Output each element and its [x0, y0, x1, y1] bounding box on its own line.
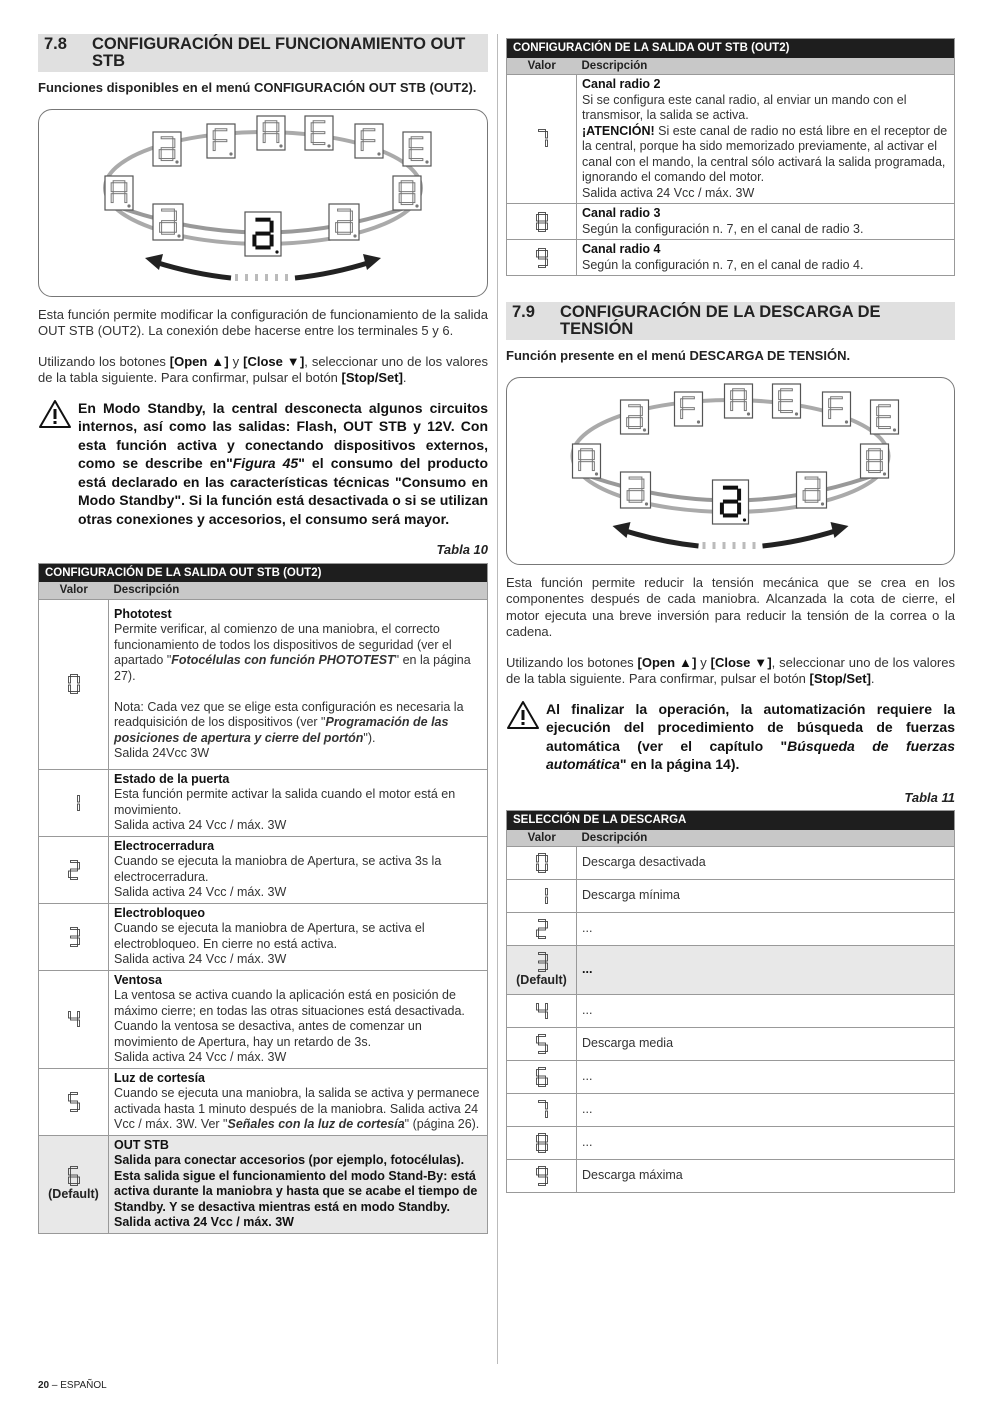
row-description: Descarga mínima: [577, 880, 955, 913]
footer-language: – ESPAÑOL: [49, 1380, 107, 1391]
display-digit-box: [245, 212, 281, 256]
display-digit-box: [675, 392, 703, 426]
display-digit-box: [355, 124, 383, 158]
table-row: Canal radio 2 Si se configura este canal radio, al enviar un mando con el transmisor, la salida se activa. ¡ATENCIÓN! Si este canal de radio no está libre en el receptor de la central, porque ha sido memorizado previamente, al activar el canal con el mando, la central sólo activará la salida programada, ignorando el comando del motor. Salida activa 24 Vcc / máx. 3W: [507, 75, 955, 204]
open-button-label: [Open ▲]: [169, 353, 229, 369]
row-description: ...: [577, 995, 955, 1028]
stop-set-button-label: [Stop/Set]: [809, 671, 871, 686]
table-row: Canal radio 3 Según la configuración n. 7, en el canal de radio 3.: [507, 204, 955, 240]
section-title: CONFIGURACIÓN DEL FUNCIONAMIENTO OUT STB: [92, 35, 466, 70]
digit-display-icon: [535, 852, 549, 874]
open-button-label: [Open ▲]: [637, 654, 697, 670]
section-number: 7.9: [512, 303, 535, 321]
row-description: ...: [577, 946, 955, 995]
col-header-description: Descripción: [109, 582, 488, 599]
column-divider: [497, 34, 498, 1364]
table-row: Phototest Permite verificar, al comienzo de una maniobra, el correcto funcionamiento de todos los dispositivos de seguridad (ver el apartado "Fotocélulas con función PHOTOTEST" en la página 27). Nota: Cada vez que se elige esta configuración es necesaria la readquisición de los dispositivos (ver "Programación de las posiciones de apertura y cierre del portón"). Salida 24Vcc 3W: [39, 599, 488, 769]
section-title: CONFIGURACIÓN DE LA DESCARGA DE TENSIÓN: [560, 303, 881, 338]
paragraph-instructions: Utilizando los botones [Open ▲] y [Close ▼], seleccionar uno de los valores de la tabla siguiente. Para confirmar, pulsar el botón [Stop/Set].: [38, 353, 488, 385]
display-digit-box: [725, 384, 753, 418]
digit-display-icon: [535, 1165, 549, 1187]
table-row: [507, 847, 955, 880]
section-subtitle: Funciones disponibles en el menú CONFIGURACIÓN OUT STB (OUT2).: [38, 80, 477, 95]
row-description: Descarga media: [577, 1028, 955, 1061]
table-row: Estado de la puerta Esta función permite activar la salida cuando el motor está en movimiento. Salida activa 24 Vcc / máx. 3W: [39, 769, 488, 836]
right-column: [506, 34, 955, 1193]
warning-icon: [506, 700, 546, 774]
warning-text: En Modo Standby, la central desconecta algunos circuitos internos, así como las salidas: Flash, OUT STB y 12V. Con esta función activa y conectando dispositivos externos, como se describe en"Figura 45" el consumo del producto está declarado en las características técnicas "Consumo en Modo Standby". Si la función está desactivada o si se utilizan otras conexiones y accesorios, el consumo será mayor.: [78, 399, 488, 527]
warning-text: Al finalizar la operación, la automatización requiere la ejecución del procedimiento de búsqueda de fuerzas automática (ver el capítulo "Búsqueda de fuerzas automática" en la página 14).: [546, 700, 955, 772]
warning-block: [506, 700, 955, 774]
section-7-9-header: [506, 302, 955, 340]
table-row: Ventosa La ventosa se activa cuando la aplicación está en posición de máximo cierre; en todas las otras situaciones está desactivada. Cuando la ventosa se desactiva, antes de comenzar un movimiento de Apertura, hay un retardo de 3s. Salida activa 24 Vcc / máx. 3W: [39, 970, 488, 1068]
table-row: Canal radio 4 Según la configuración n. 7, en el canal de radio 4.: [507, 240, 955, 276]
display-digit-box: [823, 392, 851, 426]
table-row: [507, 880, 955, 913]
menu-display-diagram: [506, 377, 955, 565]
digit-display-icon: [535, 1132, 549, 1154]
row-description: ...: [577, 1094, 955, 1127]
col-header-description: Descripción: [577, 830, 955, 847]
row-description: Descarga desactivada: [577, 847, 955, 880]
table-row-default: [507, 946, 955, 995]
close-button-label: [Close ▼]: [243, 353, 305, 369]
table-row: Electrocerradura Cuando se ejecuta la maniobra de Apertura, se activa 3s la electrocerradura. Salida activa 24 Vcc / máx. 3W: [39, 836, 488, 903]
display-carousel-figure: [507, 378, 954, 564]
display-digit-box: [797, 472, 827, 508]
default-label: (Default): [516, 973, 567, 988]
table-row: [507, 913, 955, 946]
digit-display-icon: [535, 128, 549, 150]
display-digit-box: [871, 400, 899, 434]
digit-display-icon: [67, 1165, 81, 1187]
paragraph-intro: Esta función permite reducir la tensión mecánica que se crea en los componentes después de cada maniobra. Alcanzada la cota de cierre, el motor ejecuta una breve inversión para reducir la tensión de la correa o la cadena.: [506, 574, 955, 639]
digit-display-icon: [535, 918, 549, 940]
warning-icon: [38, 399, 78, 529]
close-button-label: [Close ▼]: [710, 654, 772, 670]
left-column: [38, 34, 488, 1234]
page-number: 20: [38, 1380, 50, 1391]
digit-display-icon: [67, 673, 81, 695]
menu-display-diagram: [38, 109, 488, 297]
row-description: Descarga máxima: [577, 1160, 955, 1193]
digit-display-icon: [535, 951, 549, 973]
display-digit-box: [773, 384, 801, 418]
page-footer: [38, 1378, 107, 1395]
table-row: [507, 1094, 955, 1127]
display-digit-box: [105, 176, 133, 210]
display-digit-box: [305, 116, 333, 150]
digit-display-icon: [67, 1008, 81, 1030]
table-10-continued: [506, 38, 955, 276]
table-row-default: (Default) OUT STB Salida para conectar accesorios (por ejemplo, fotocélulas). Esta salida sigue el funcionamiento del modo Stand-By: está activa durante la maniobra y hasta que se acabe el tiempo de Standby. Y se desactiva mientras está en modo Standby. Salida activa 24 Vcc / máx. 3W: [39, 1135, 488, 1233]
table-10: [38, 563, 488, 1234]
paragraph-intro: Esta función permite modificar la configuración de funcionamiento de la salida OUT STB (OUT2). La conexión debe hacerse entre los terminales 5 y 6.: [38, 306, 488, 338]
table-row: Luz de cortesía Cuando se ejecuta una maniobra, la salida se activa y permanece activada hasta 1 minuto después de la maniobra. Salida activa 24 Vcc / máx. 3W. Ver "Señales con la luz de cortesía" (página 26).: [39, 1068, 488, 1135]
col-header-description: Descripción: [577, 58, 955, 75]
row-description: ...: [577, 1061, 955, 1094]
row-description: ...: [577, 1127, 955, 1160]
table-title: SELECCIÓN DE LA DESCARGA: [507, 811, 955, 830]
paragraph-instructions: Utilizando los botones [Open ▲] y [Close ▼], seleccionar uno de los valores de la tabla siguiente. Para confirmar, pulsar el botón [Stop/Set].: [506, 654, 955, 686]
display-digit-box: [403, 132, 431, 166]
display-digit-box: [393, 176, 421, 210]
section-number: 7.8: [44, 35, 67, 53]
table-11: [506, 810, 955, 1193]
default-label: (Default): [48, 1187, 99, 1202]
section-subtitle: Función presente en el menú DESCARGA DE TENSIÓN.: [506, 348, 851, 363]
col-header-value: Valor: [507, 58, 577, 75]
digit-display-icon: [535, 885, 549, 907]
table-row: [507, 1028, 955, 1061]
table-row: [507, 1160, 955, 1193]
table-row: [507, 1061, 955, 1094]
digit-display-icon: [535, 1033, 549, 1055]
display-digit-box: [861, 444, 889, 478]
display-digit-box: [573, 444, 601, 478]
table-caption: Tabla 10: [436, 542, 488, 557]
row-description: ...: [577, 913, 955, 946]
table-title: CONFIGURACIÓN DE LA SALIDA OUT STB (OUT2): [39, 563, 488, 582]
display-digit-box: [329, 204, 359, 240]
stop-set-button-label: [Stop/Set]: [341, 370, 403, 385]
section-7-8-header: [38, 34, 488, 72]
table-row: [507, 1127, 955, 1160]
digit-display-icon: [67, 1091, 81, 1113]
digit-display-icon: [535, 211, 549, 233]
digit-display-icon: [67, 792, 81, 814]
table-row: Electrobloqueo Cuando se ejecuta la maniobra de Apertura, se activa el electrobloqueo. En cierre no está activa. Salida activa 24 Vcc / máx. 3W: [39, 903, 488, 970]
display-digit-box: [713, 480, 749, 524]
digit-display-icon: [535, 1000, 549, 1022]
display-digit-box: [257, 116, 285, 150]
display-digit-box: [207, 124, 235, 158]
table-caption: Tabla 11: [904, 789, 955, 805]
col-header-value: Valor: [507, 830, 577, 847]
digit-display-icon: [535, 247, 549, 269]
display-digit-box: [621, 472, 651, 508]
display-digit-box: [153, 132, 181, 166]
digit-display-icon: [67, 926, 81, 948]
digit-display-icon: [535, 1066, 549, 1088]
digit-display-icon: [67, 859, 81, 881]
table-row: [507, 995, 955, 1028]
table-title: CONFIGURACIÓN DE LA SALIDA OUT STB (OUT2): [507, 39, 955, 58]
col-header-value: Valor: [39, 582, 109, 599]
digit-display-icon: [535, 1099, 549, 1121]
display-digit-box: [621, 400, 649, 434]
warning-block: [38, 399, 488, 529]
display-carousel-figure: [39, 110, 487, 296]
display-digit-box: [153, 204, 183, 240]
